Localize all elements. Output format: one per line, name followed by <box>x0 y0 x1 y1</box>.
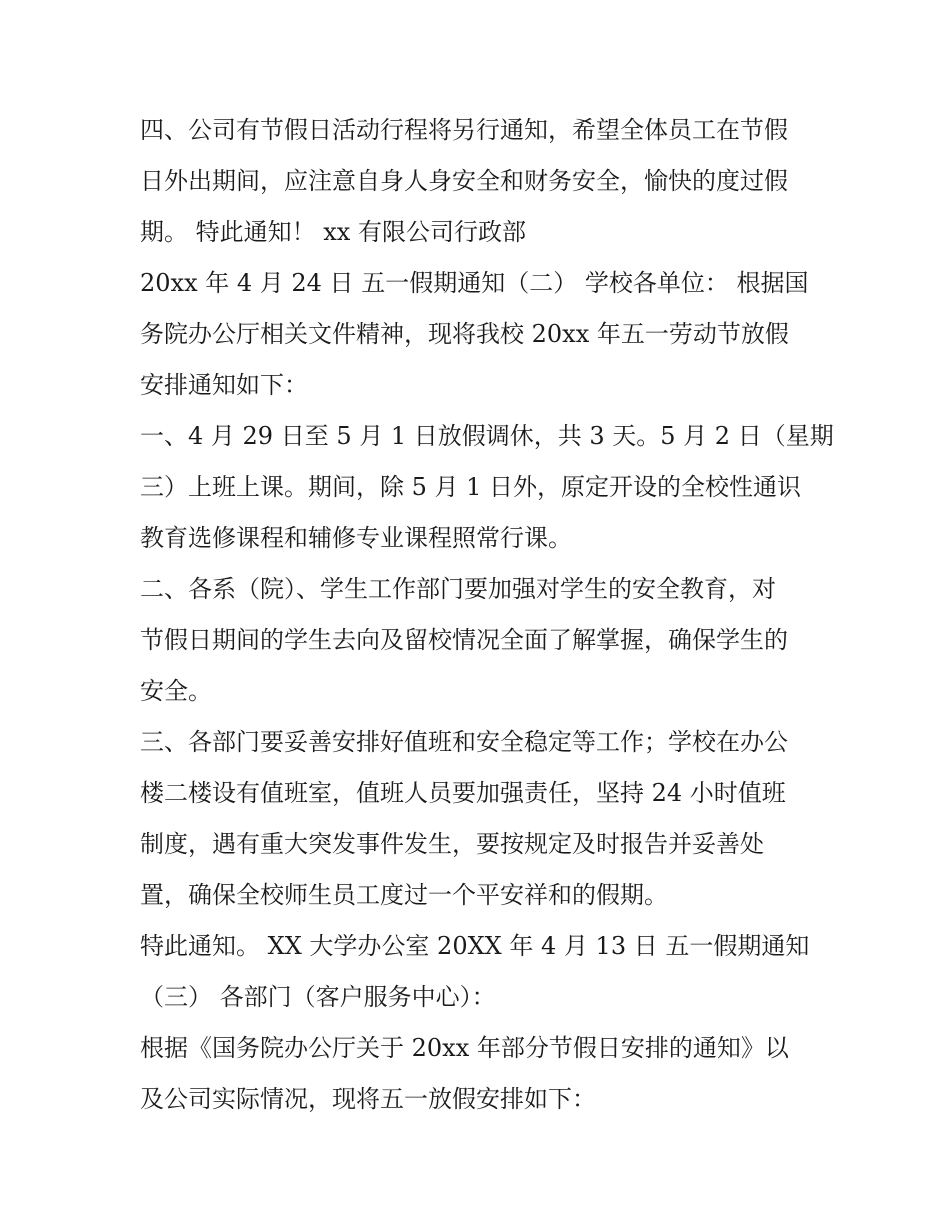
text-line: 特此通知。 XX 大学办公室 20XX 年 4 月 13 日 五一假期通知 <box>140 932 810 960</box>
paragraph-signoff-notice-three <box>140 921 820 1023</box>
paragraph-item-four <box>140 105 820 258</box>
text-line: 根据《国务院办公厅关于 20xx 年部分节假日安排的通知》以 <box>140 1034 789 1062</box>
paragraph-item-two <box>140 564 820 717</box>
text-line: 日外出期间，应注意自身人身安全和财务安全，愉快的度过假 <box>140 167 788 195</box>
document-body <box>140 105 834 1125</box>
text-line: 置，确保全校师生员工度过一个平安祥和的假期。 <box>140 881 668 909</box>
text-line: 一、4 月 29 日至 5 月 1 日放假调休，共 3 天。5 月 2 日（星期 <box>140 422 834 450</box>
text-line: 务院办公厅相关文件精神，现将我校 20xx 年五一劳动节放假 <box>140 320 789 348</box>
text-line: 二、各系（院）、学生工作部门要加强对学生的安全教育，对 <box>140 575 776 603</box>
text-line: 20xx 年 4 月 24 日 五一假期通知（二） 学校各单位： 根据国 <box>140 269 809 297</box>
text-line: 楼二楼设有值班室，值班人员要加强责任，坚持 24 小时值班 <box>140 779 786 807</box>
paragraph-notice-two-intro <box>140 258 820 411</box>
text-line: 安全。 <box>140 677 212 705</box>
text-line: 安排通知如下： <box>140 371 308 399</box>
paragraph-item-three <box>140 717 820 921</box>
text-line: 及公司实际情况，现将五一放假安排如下： <box>140 1085 596 1113</box>
text-line: 节假日期间的学生去向及留校情况全面了解掌握，确保学生的 <box>140 626 788 654</box>
text-line: 四、公司有节假日活动行程将另行通知，希望全体员工在节假 <box>140 116 788 144</box>
text-line: （三） 各部门（客户服务中心）： <box>140 983 496 1011</box>
paragraph-notice-three-intro <box>140 1023 820 1125</box>
text-line: 制度，遇有重大突发事件发生，要按规定及时报告并妥善处 <box>140 830 764 858</box>
text-line: 教育选修课程和辅修专业课程照常行课。 <box>140 524 572 552</box>
text-line: 三、各部门要妥善安排好值班和安全稳定等工作；学校在办公 <box>140 728 788 756</box>
paragraph-item-one <box>140 411 834 564</box>
text-line: 期。 特此通知！ xx 有限公司行政部 <box>140 218 526 246</box>
text-line: 三）上班上课。期间，除 5 月 1 日外，原定开设的全校性通识 <box>140 473 802 501</box>
